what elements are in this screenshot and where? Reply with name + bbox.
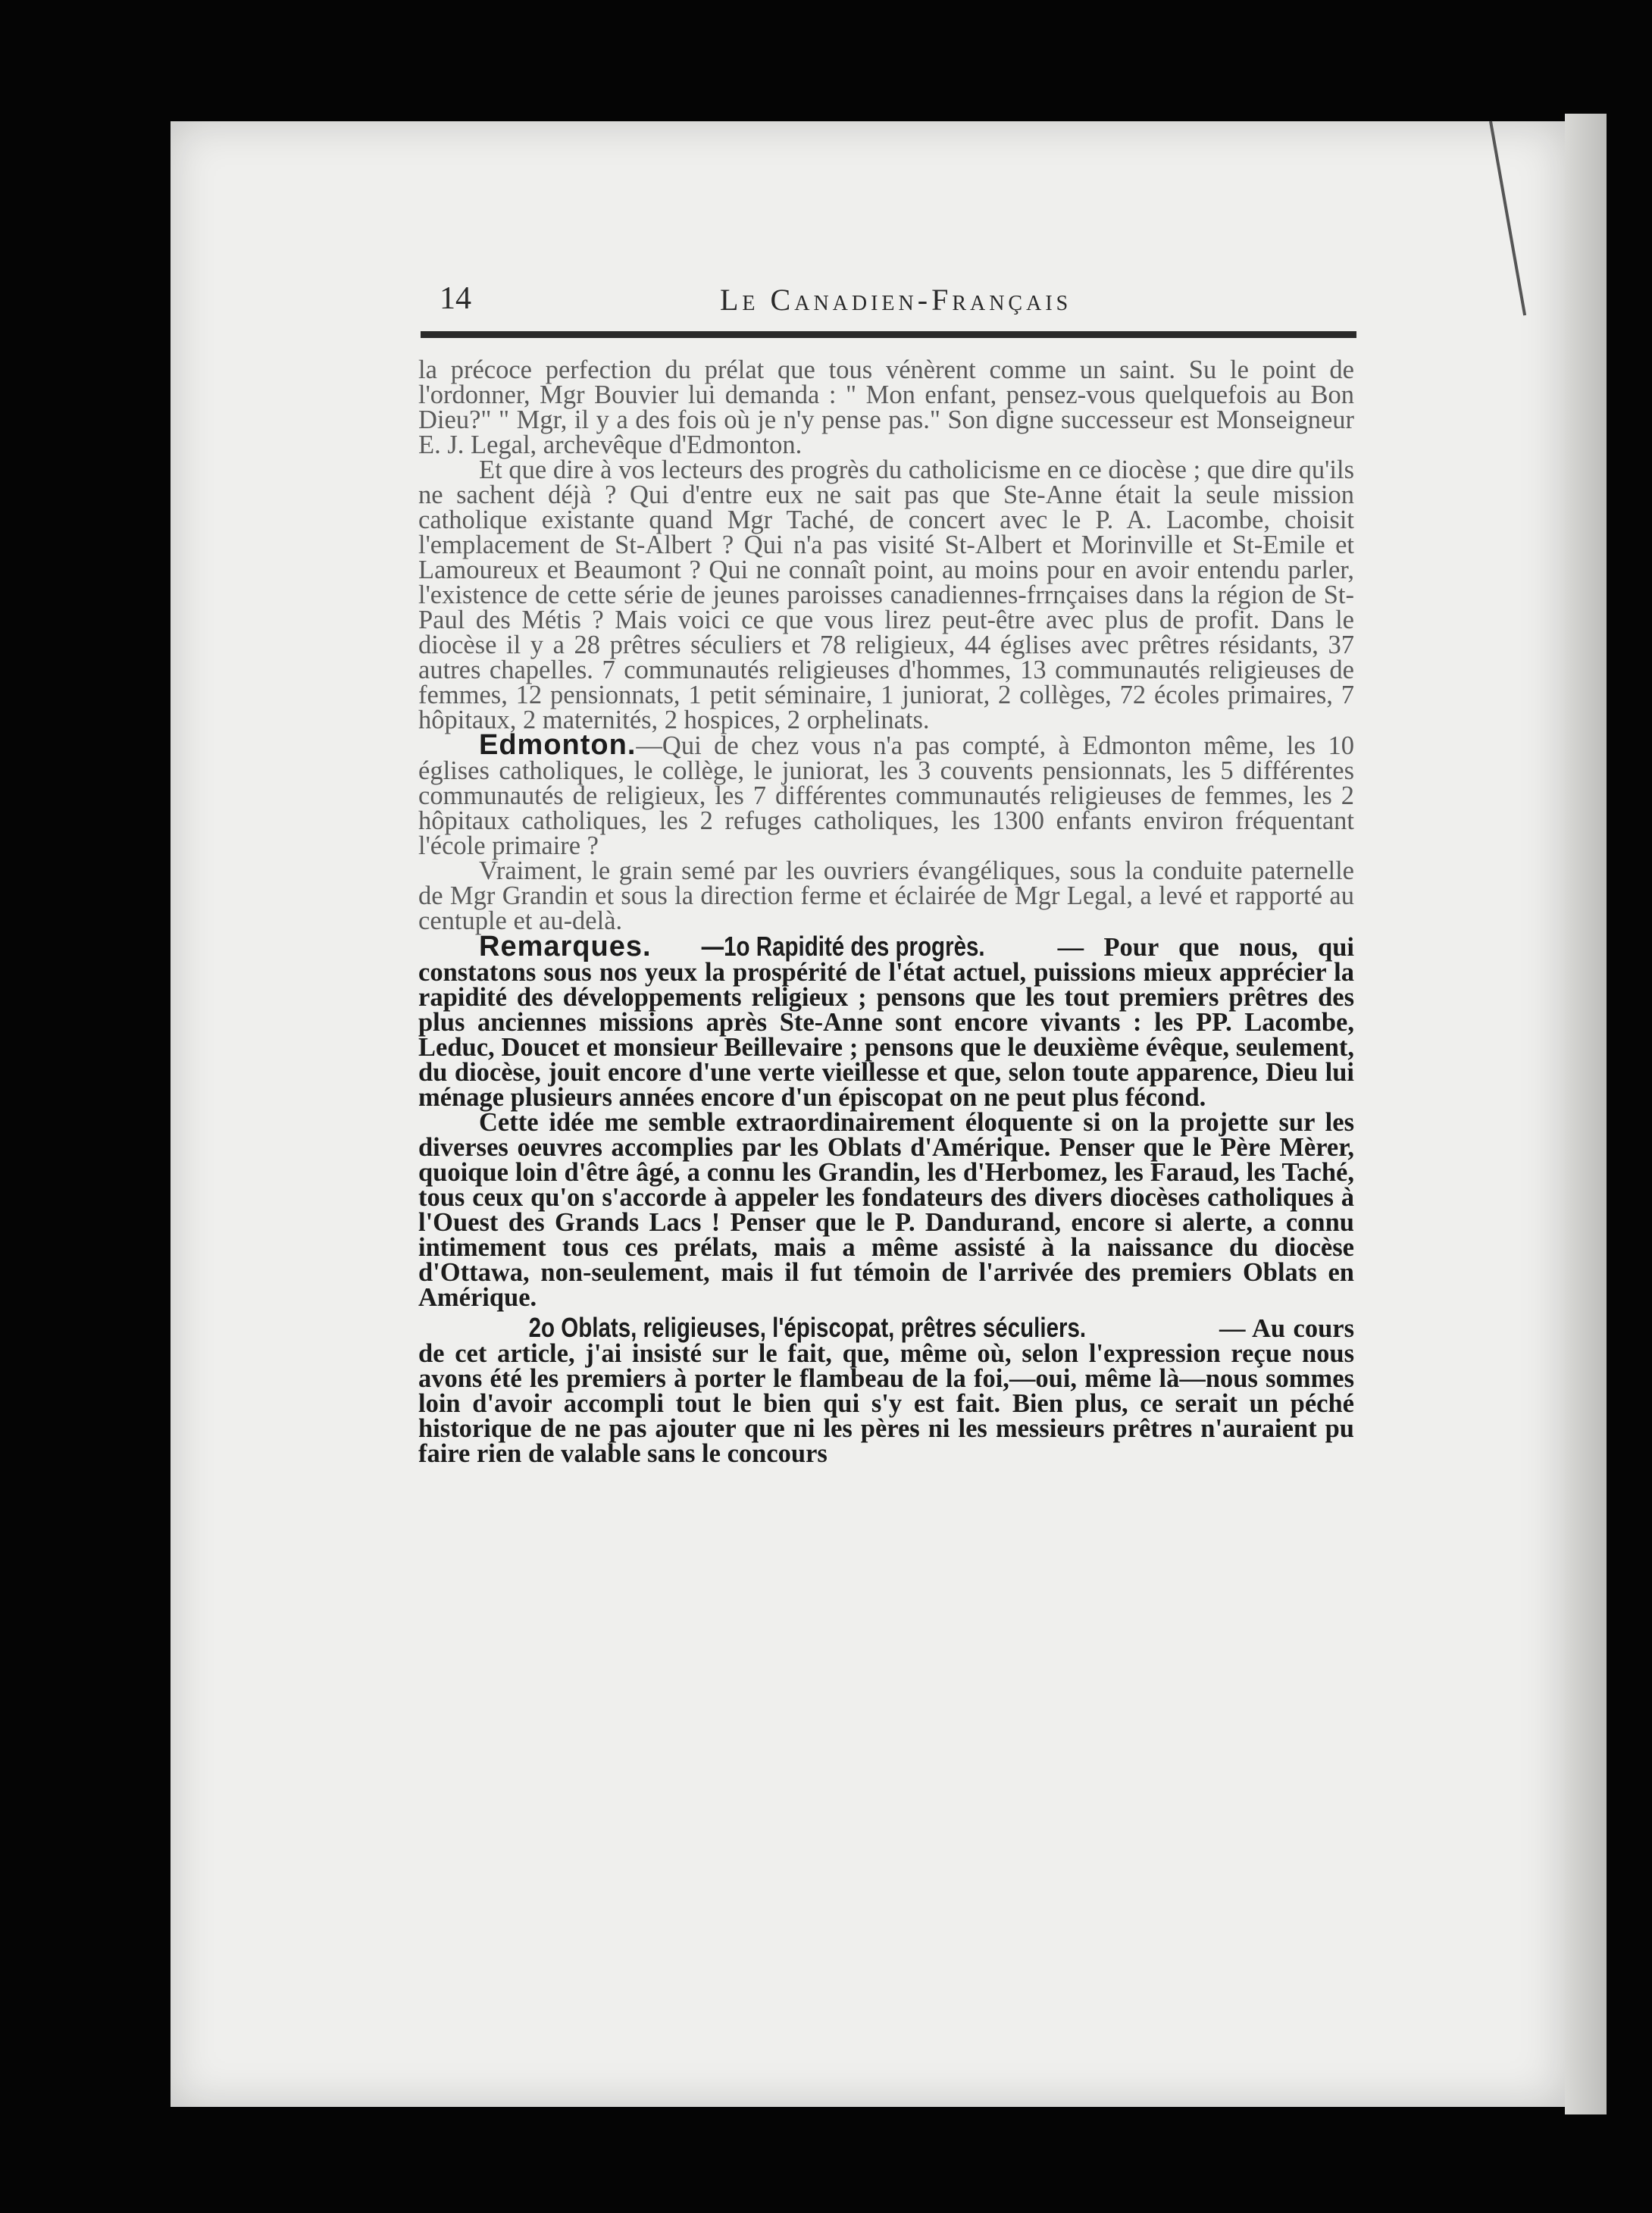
paragraph-remarques bbox=[418, 931, 1354, 1112]
adjacent-page-edge bbox=[1565, 114, 1607, 2114]
paragraph-text: — Au cours de cet article, j'ai insisté sur le fait, que, même où, selon l'expression reçue nous avons été les premiers à porter le flambeau de la foi,—oui, même là—nous sommes loin d'avoir accompli tout le bien qui s'y est fait. Bien plus, ce serait un péché historique de ne pas ajouter que ni les pères ni les messieurs prêtres n'auraient pu faire rien de valable sans le concours bbox=[418, 1314, 1354, 1468]
paragraph-text: Vraiment, le grain semé par les ouvriers évangéliques, sous la conduite paternelle de Mgr Grandin et sous la direction ferme et éclairée de Mgr Legal, a levé et rapporté au centuple et au-delà. bbox=[418, 856, 1354, 935]
paragraph-text: Cette idée me semble extraordinairement éloquente si on la projette sur les diverses oeuvres accomplies par les Oblats d'Amérique. Penser que le Père Mèrer, quoique loin d'être âgé, a connu les Grandin, les d'Herbomez, les Faraud, les Taché, tous ceux qu'on s'accorde à appeler les fondateurs des divers diocèses catholiques à l'Ouest des Grands Lacs ! Penser que le P. Dandurand, encore si alerte, a connu intimement tous ces prélats, mais a même assisté à la naissance du diocèse d'Ottawa, non-seulement, mais il fut témoin de l'arrivée des premiers Oblats en Amérique. bbox=[418, 1108, 1354, 1312]
section-subheading: —1o Rapidité des progrès. bbox=[701, 931, 985, 962]
paragraph-text: —Qui de chez vous n'a pas compté, à Edmonton même, les 10 églises catholiques, le collège, le juniorat, les 3 couvents pensionnats, les 5 différentes communautés de religieux, les 7 différentes communautés religieuses de femmes, les 2 hôpitaux catholiques, les 2 refuges catholiques, les 1300 enfants environ fréquentant l'école primaire ? bbox=[418, 731, 1354, 860]
section-heading: Edmonton. bbox=[479, 729, 637, 761]
page-header bbox=[440, 280, 1349, 333]
paragraph-6 bbox=[418, 1110, 1354, 1310]
paragraph-oblats bbox=[418, 1312, 1354, 1468]
section-subheading: 2o Oblats, religieuses, l'épiscopat, prêtres séculiers. bbox=[528, 1312, 1087, 1343]
section-heading: Remarques. bbox=[479, 931, 652, 963]
paragraph-text: — Pour que nous, qui constatons sous nos yeux la prospérité de l'état actuel, puissions mieux apprécier la rapidité des développements religieux ; pensons que les tout premiers prêtres des plus anciennes missions après Ste-Anne sont encore vivants : les PP. Lacombe, Leduc, Doucet et monsieur Beillevaire ; pensons que le deuxième évêque, seulement, du diocèse, jouit encore d'une verte vieillesse et que, selon toute apparence, Dieu lui ménage plusieurs années encore d'un épiscopat on ne peut plus fécond. bbox=[418, 933, 1354, 1112]
paragraph-4 bbox=[418, 856, 1354, 935]
paragraph-2 bbox=[418, 455, 1354, 734]
page-number: 14 bbox=[440, 281, 471, 316]
paragraph-text: la précoce perfection du prélat que tous vénèrent comme un saint. Su le point de l'ordonner, Mgr Bouvier lui demanda : " Mon enfant, pensez-vous quelquefois au Bon Dieu?" " Mgr, il y a des fois où je n'y pense pas." Son digne successeur est Monseigneur E. J. Legal, archevêque d'Edmonton. bbox=[418, 355, 1354, 459]
running-title: Le Canadien-Français bbox=[720, 283, 1072, 317]
header-rule bbox=[421, 331, 1356, 338]
paragraph-edmonton bbox=[418, 729, 1354, 860]
article-body bbox=[418, 355, 1354, 1468]
paragraph-text: Et que dire à vos lecteurs des progrès du catholicisme en ce diocèse ; que dire qu'ils ne sachent déjà ? Qui d'entre eux ne sait pas que Ste-Anne était la seule mission catholique existante quand Mgr Taché, de concert avec le P. A. Lacombe, choisit l'emplacement de St-Albert ? Qui n'a pas visité St-Albert et Morinville et St-Emile et Lamoureux et Beaumont ? Qui ne connaît point, au moins pour en avoir entendu parler, l'existence de cette série de jeunes paroisses canadiennes-frrnçaises dans la région de St-Paul des Métis ? Mais voici ce que vous lirez peut-être avec plus de profit. Dans le diocèse il y a 28 prêtres séculiers et 78 religieux, 44 églises avec prêtres résidants, 37 autres chapelles. 7 communautés religieuses d'hommes, 13 communautés religieuses de femmes, 12 pensionnats, 1 petit séminaire, 1 juniorat, 2 collèges, 72 écoles primaires, 7 hôpitaux, 2 maternités, 2 hospices, 2 orphelinats. bbox=[418, 455, 1354, 734]
paragraph-1 bbox=[418, 355, 1354, 459]
